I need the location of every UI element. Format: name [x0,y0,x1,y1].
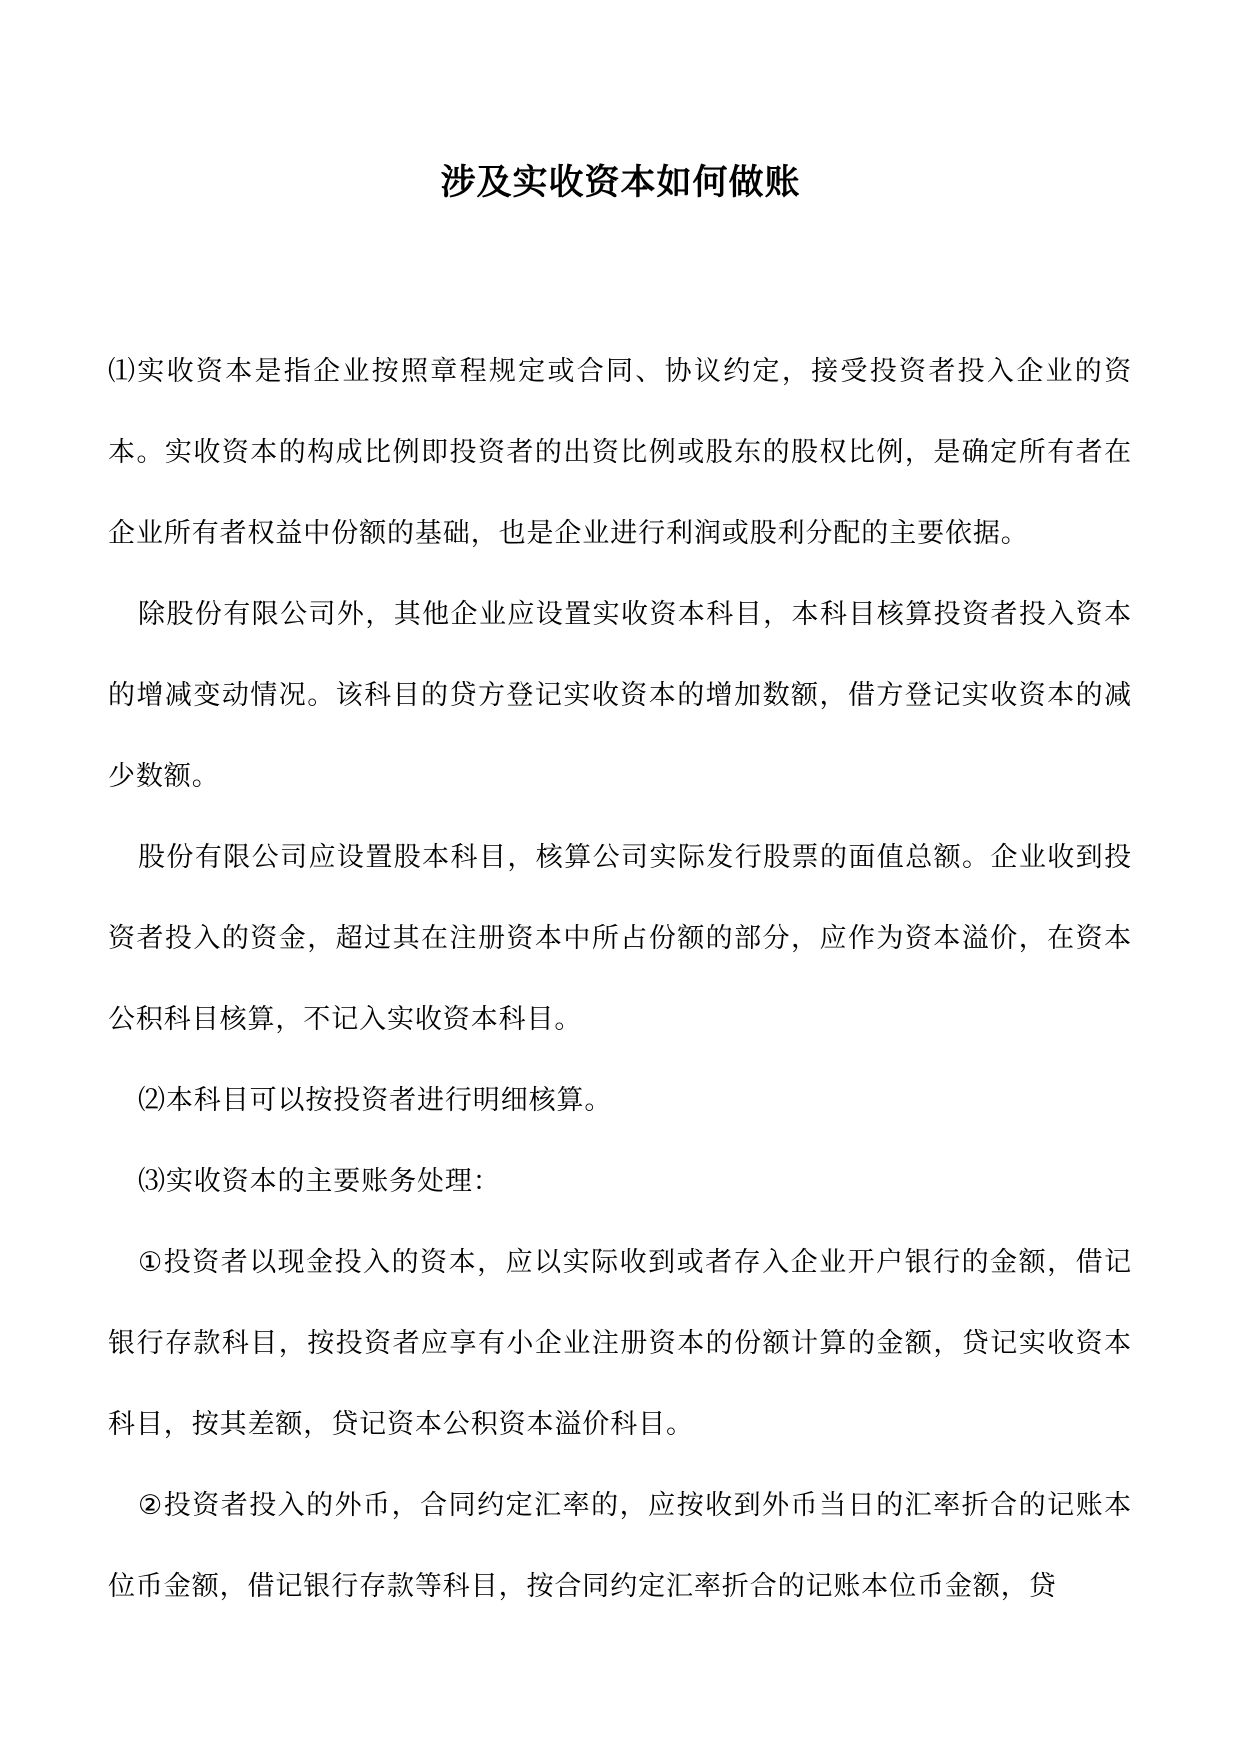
paragraph-foreign-currency-investment: ②投资者投入的外币，合同约定汇率的，应按收到外币当日的汇率折合的记账本位币金额，借记银行存款等科目，按合同约定汇率折合的记账本位币金额，贷 [108,1490,1132,1602]
paragraph-main-treatment: ⑶实收资本的主要账务处理： [138,1166,501,1197]
document-title: 涉及实收资本如何做账 [440,163,801,203]
document-body [108,331,1132,1627]
paragraph-cash-investment: ①投资者以现金投入的资本，应以实际收到或者存入企业开户银行的金额，借记银行存款科目，按投资者应享有小企业注册资本的份额计算的金额，贷记实收资本科目，按其差额，贷记资本公积资本溢价科目。 [108,1247,1132,1440]
paragraph-paid-in-capital-definition: ⑴实收资本是指企业按照章程规定或合同、协议约定，接受投资者投入企业的资本。实收资本的构成比例即投资者的出资比例或股东的股权比例，是确定所有者在企业所有者权益中份额的基础，也是企业进行利润或股利分配的主要依据。 [108,356,1132,549]
paragraph-share-capital: 股份有限公司应设置股本科目，核算公司实际发行股票的面值总额。企业收到投资者投入的资金，超过其在注册资本中所占份额的部分，应作为资本溢价，在资本公积科目核算，不记入实收资本科目。 [108,842,1132,1035]
paragraph-account-setup: 除股份有限公司外，其他企业应设置实收资本科目，本科目核算投资者投入资本的增减变动情况。该科目的贷方登记实收资本的增加数额，借方登记实收资本的减少数额。 [108,599,1132,792]
paragraph-detail-accounting: ⑵本科目可以按投资者进行明细核算。 [138,1085,613,1116]
